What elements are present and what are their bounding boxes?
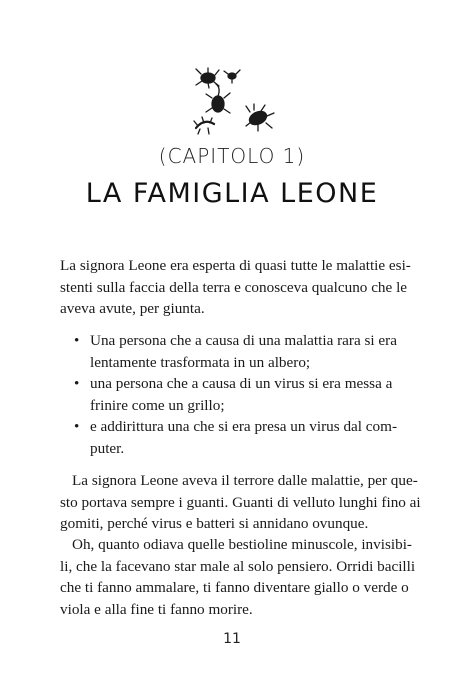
paragraph-line: sto portava sempre i guanti. Guanti di velluto lunghi fino ai <box>60 493 421 511</box>
bullet-marker: • <box>74 375 80 393</box>
bullet-list <box>74 330 412 460</box>
list-item <box>74 416 412 459</box>
paragraph-3 <box>60 534 416 620</box>
germ-2-icon <box>224 70 240 83</box>
germ-1-icon <box>196 68 219 88</box>
list-item-line: e addirittura una che si era presa un virus dal com- <box>90 418 398 436</box>
paragraph-2 <box>60 470 421 535</box>
list-item <box>74 373 412 416</box>
page-number: 11 <box>223 631 241 647</box>
germ-5-icon <box>246 104 274 131</box>
list-item-line: lentamente trasformata in un albero; <box>90 353 311 371</box>
paragraph-line: La signora Leone era esperta di quasi tutte le malattie esi- <box>60 257 411 274</box>
paragraph-line: li, che la facevano star male al solo pensiero. Orridi bacilli <box>60 557 416 575</box>
germs-illustration-icon <box>188 66 280 140</box>
list-item <box>74 330 412 373</box>
chapter-number: (CAPITOLO 1) <box>158 144 306 168</box>
list-item-line: frinire come un grillo; <box>90 396 225 414</box>
germ-3-icon <box>206 84 230 113</box>
paragraph-line: aveva avute, per giunta. <box>60 300 205 318</box>
paragraph-line: che ti fanno ammalare, ti fanno diventare giallo o verde o <box>60 579 409 597</box>
list-item-line: puter. <box>90 439 125 457</box>
chapter-title: LA FAMIGLIA LEONE <box>85 178 379 209</box>
paragraph-line: Oh, quanto odiava quelle bestioline minuscole, invisibi- <box>72 536 412 553</box>
paragraph-line: stenti sulla faccia della terra e conosceva qualcuno che le <box>60 278 408 296</box>
germ-4-icon <box>194 117 214 134</box>
paragraph-line: viola e alla fine ti fanno morire. <box>60 600 253 618</box>
list-item-line: Una persona che a causa di una malattia rara si era <box>90 332 397 349</box>
paragraph-1 <box>60 255 411 320</box>
paragraph-line: La signora Leone aveva il terrore dalle malattie, per que- <box>72 472 418 489</box>
bullet-marker: • <box>74 418 80 436</box>
bullet-marker: • <box>74 332 80 349</box>
list-item-line: una persona che a causa di un virus si era messa a <box>90 375 393 393</box>
paragraph-line: gomiti, perché virus e batteri si annidano ovunque. <box>60 515 369 533</box>
